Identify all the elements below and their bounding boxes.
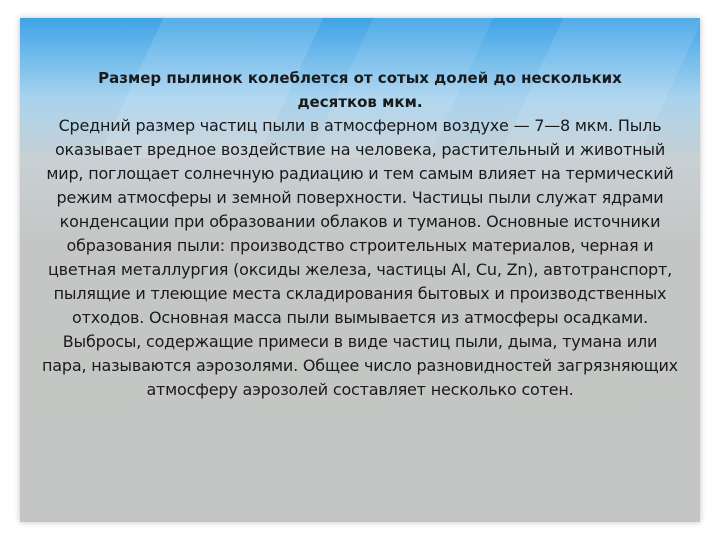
content-panel bbox=[20, 18, 700, 522]
slide-text bbox=[42, 66, 678, 402]
slide-heading: Размер пылинок колеблется от сотых долей до нескольких десятков мкм. bbox=[98, 69, 622, 111]
slide-body: Средний размер частиц пыли в атмосферном воздухе — 7—8 мкм. Пыль оказывает вредное воздействие на человека, растительный и животный мир, поглощает солнечную радиацию и тем самым влияет на термический режим атмосферы и земной поверхности. Частицы пыли служат ядрами конденсации при образовании облаков и туманов. Основные источники образования пыли: производство строительных материалов, черная и цветная металлургия (оксиды железа, частицы Al, Cu, Zn), автотранспорт, пылящие и тлеющие места складирования бытовых и производственных отходов. Основная масса пыли вымывается из атмосферы осадками. Выбросы, содержащие примеси в виде частиц пыли, дыма, тумана или пара, называются аэрозолями. Общее число разновидностей загрязняющих атмосферу аэрозолей составляет несколько сотен. bbox=[42, 116, 678, 399]
